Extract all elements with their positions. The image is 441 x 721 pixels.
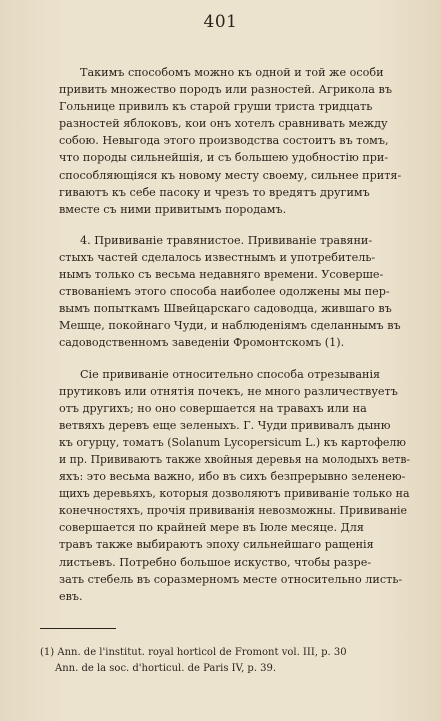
text-line: вымъ попыткамъ Швейцарскаго садоводца, жившаго въ xyxy=(59,302,392,316)
text-line: способляющіяся къ новому месту своему, сильнее притя- xyxy=(59,168,402,182)
text-line: стыхъ частей сделалось известнымъ и употребитель- xyxy=(59,250,376,264)
text-line: Сіе прививаніе относительно способа отрезыванія xyxy=(80,367,381,381)
text-line: зать стебель въ соразмерномъ месте относительно листь- xyxy=(59,572,403,586)
page-number: 401 xyxy=(203,12,238,32)
footnote-line: Ann. de la soc. d'horticul. de Paris IV, p. 39. xyxy=(55,663,277,674)
text-line: ветвяхъ деревъ еще зеленыхъ. Г. Чуди прививалъ дыню xyxy=(59,418,391,432)
paragraph-2 xyxy=(59,232,411,352)
text-line: конечностяхъ, прочія прививанія невозможны. Прививаніе xyxy=(59,504,408,518)
text-line: ствованіемъ этого способа наиболее одолжены мы пер- xyxy=(59,285,390,299)
body-text xyxy=(59,64,411,605)
text-line: евъ. xyxy=(59,589,83,603)
text-line: вместе съ ними привитымъ породамъ. xyxy=(59,202,287,216)
text-line: щихъ деревьяхъ, которыя дозволяютъ прививаніе только на xyxy=(59,487,410,501)
text-line: и пр. Прививаютъ также хвойныя деревья на молодыхъ ветв- xyxy=(59,452,411,466)
footnotes xyxy=(40,645,425,677)
text-line: травъ также выбираютъ эпоху сильнейшаго ращенія xyxy=(59,538,374,552)
text-line: гиваютъ къ себе пасоку и чрезъ то вредятъ другимъ xyxy=(59,185,370,199)
text-line: что породы сильнейшія, и съ большею удобностію при- xyxy=(59,151,389,165)
text-line: къ огурцу, томатъ (Solanum Lycopersicum L.) къ картофелю xyxy=(59,435,406,449)
paragraph-1 xyxy=(59,64,411,218)
text-line: отъ другихъ; но оно совершается на травахъ или на xyxy=(59,401,367,415)
text-line: садоводственномъ заведеніи Фромонтскомъ (1). xyxy=(59,336,345,350)
text-line: прутиковъ или отнятія почекъ, не много различествуетъ xyxy=(59,384,398,398)
text-line: Такимъ способомъ можно къ одной и той же особи xyxy=(80,66,384,79)
text-line: совершается по крайней мере въ Іюле месяце. Для xyxy=(59,521,364,535)
text-line: яхъ: это весьма важно, ибо въ сихъ безпрерывно зеленею- xyxy=(59,470,406,484)
text-line: 4. Прививаніе травянистое. Прививаніе травяни- xyxy=(80,233,373,247)
text-line: разностей яблоковъ, кои онъ хотелъ сравнивать между xyxy=(59,117,388,131)
footnote-line: (1) Ann. de l'institut. royal horticol de Fromont vol. III, p. 30 xyxy=(40,647,347,658)
text-line: Гольнице привилъ къ старой груши триста тридцать xyxy=(59,100,373,114)
paragraph-3 xyxy=(59,366,411,605)
text-line: собою. Невыгода этого производства состоитъ въ томъ, xyxy=(59,134,389,148)
footnote-rule xyxy=(40,628,116,629)
text-line: Мешце, покойнаго Чуди, и наблюденіямъ сделаннымъ въ xyxy=(59,319,401,333)
text-line: листьевъ. Потребно большое искуство, чтобы разре- xyxy=(59,555,372,569)
text-line: нымъ только съ весьма недавняго времени. Усоверше- xyxy=(59,268,384,282)
text-line: привить множество породъ или разностей. Агрикола въ xyxy=(59,83,392,97)
